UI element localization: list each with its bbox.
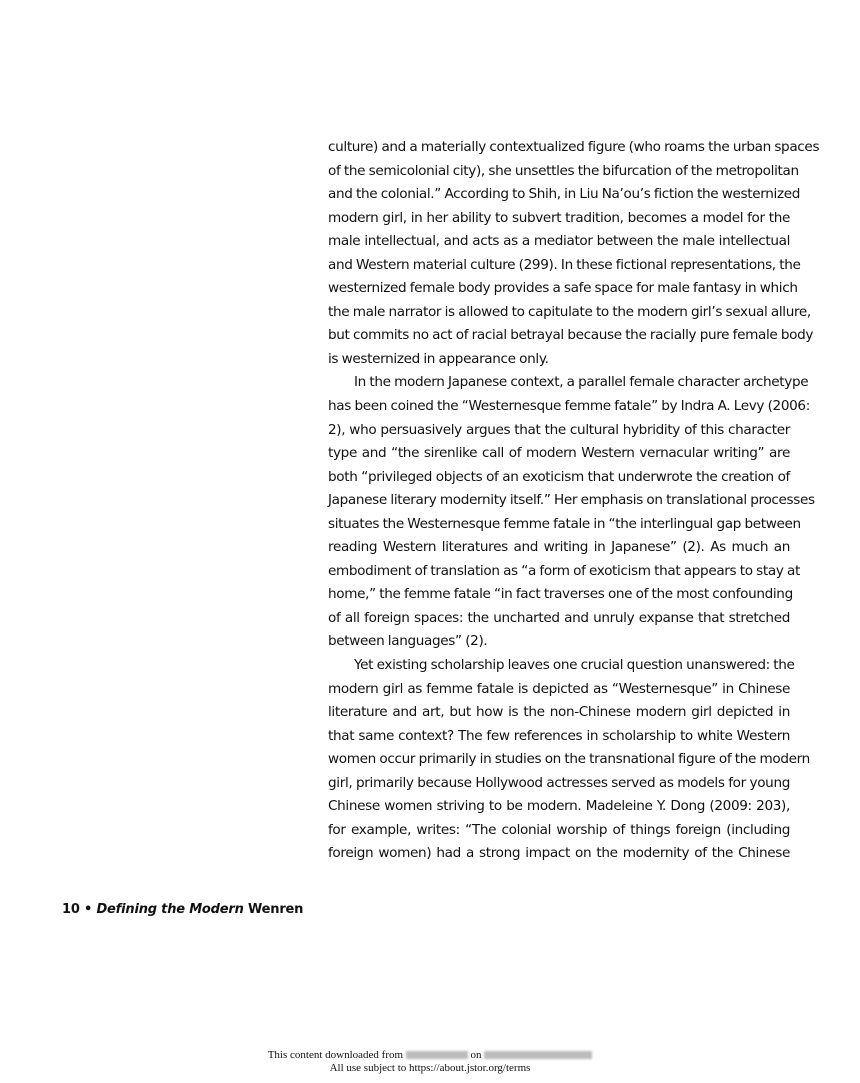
body-text — [328, 136, 820, 866]
download-text: This content downloaded from — [267, 1049, 404, 1061]
text-line: and Western material culture (299). In these fictional representations, the — [328, 256, 801, 273]
text-line: between languages” (2). — [328, 633, 488, 650]
text-line: modern girl, in her ability to subvert tradition, becomes a model for the — [328, 209, 790, 226]
text-line: Chinese women striving to be modern. Madeleine Y. Dong (2009: 203), — [328, 798, 790, 815]
text-line: and the colonial.” According to Shih, in Liu Na’ou’s fiction the westernized — [328, 186, 801, 203]
footer-bullet: • — [84, 902, 93, 917]
text-line: girl, primarily because Hollywood actresses served as models for young — [328, 774, 790, 791]
text-line: modern girl as femme fatale is depicted as “Westernesque” in Chinese — [328, 680, 790, 697]
running-footer — [62, 902, 303, 917]
terms-line: All use subject to https://about.jstor.org/terms — [329, 1061, 531, 1074]
download-on-text: on — [470, 1049, 482, 1061]
text-line: that same context? The few references in scholarship to white Western — [328, 727, 790, 744]
text-line: literature and art, but how is the non-Chinese modern girl depicted in — [328, 704, 790, 721]
text-line: women occur primarily in studies on the transnational figure of the modern — [328, 751, 810, 768]
text-line: Yet existing scholarship leaves one crucial question unanswered: the — [354, 657, 795, 674]
book-title-roman: Wenren — [247, 902, 304, 917]
text-line: reading Western literatures and writing in Japanese” (2). As much an — [328, 539, 790, 556]
text-line: culture) and a materially contextualized figure (who roams the urban spaces — [328, 139, 820, 155]
text-line: is westernized in appearance only. — [328, 350, 549, 367]
redacted-date — [484, 1051, 592, 1059]
text-line: foreign women) had a strong impact on the modernity of the Chinese — [328, 845, 790, 862]
text-line: has been coined the “Westernesque femme fatale” by Indra A. Levy (2006: — [328, 398, 810, 415]
text-line: In the modern Japanese context, a parallel female character archetype — [354, 374, 809, 391]
text-line: of all foreign spaces: the uncharted and unruly expanse that stretched — [328, 609, 790, 626]
text-line: male intellectual, and acts as a mediator between the male intellectual — [328, 233, 790, 250]
text-line: home,” the femme fatale “in fact traverses one of the most confounding — [328, 586, 793, 603]
book-title-italic: Defining the Modern — [96, 902, 244, 917]
jstor-download-notice — [0, 1049, 860, 1074]
text-line: situates the Westernesque femme fatale in “the interlingual gap between — [328, 515, 801, 532]
download-line — [0, 1049, 860, 1062]
text-line: but commits no act of racial betrayal because the racially pure female body — [328, 327, 814, 344]
text-line: embodiment of translation as “a form of exoticism that appears to stay at — [328, 562, 800, 579]
text-line: type and “the sirenlike call of modern Western vernacular writing” are — [328, 445, 790, 462]
text-line: both “privileged objects of an exoticism that underwrote the creation of — [328, 468, 790, 485]
page-number: 10 — [62, 902, 80, 917]
text-line: of the semicolonial city), she unsettles the bifurcation of the metropolitan — [328, 162, 799, 179]
redacted-ip — [406, 1051, 468, 1059]
text-line: Japanese literary modernity itself.” Her emphasis on translational processes — [328, 492, 815, 509]
text-line: for example, writes: “The colonial worship of things foreign (including — [328, 821, 790, 838]
text-line: westernized female body provides a safe space for male fantasy in which — [328, 280, 798, 297]
text-line: the male narrator is allowed to capitulate to the modern girl’s sexual allure, — [328, 303, 811, 320]
text-line: 2), who persuasively argues that the cultural hybridity of this character — [328, 421, 790, 438]
